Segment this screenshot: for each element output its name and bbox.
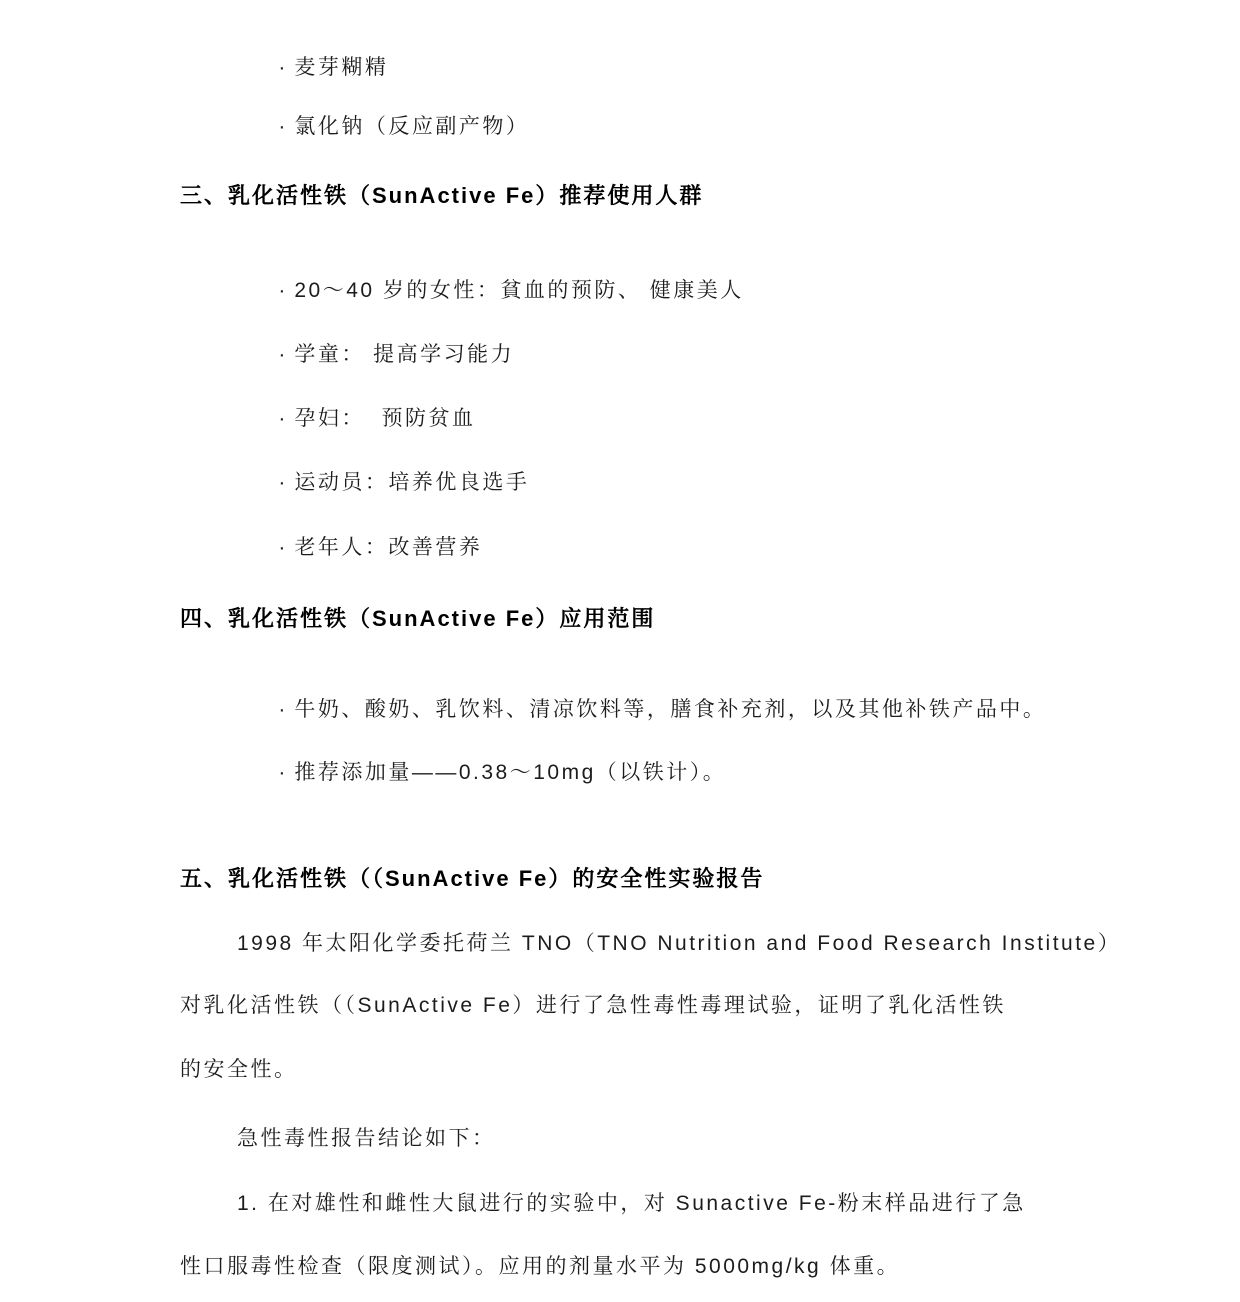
list-item: [245, 732, 726, 813]
bullet-marker: ·: [278, 407, 286, 430]
paragraph-line: 1. 在对雄性和雌性大鼠进行的实验中，对 Sunactive Fe-粉末样品进行了急: [237, 1192, 1026, 1215]
bullet-marker: ·: [278, 279, 286, 302]
paragraph-line: 对乳化活性铁（（SunActive Fe）进行了急性毒性毒理试验，证明了乳化活性铁: [180, 994, 1006, 1017]
bullet-marker: ·: [278, 115, 286, 138]
bullet-marker: ·: [278, 698, 286, 721]
section-heading-safety-report: 五、乳化活性铁（（SunActive Fe）的安全性实验报告: [180, 866, 765, 891]
list-item-text: 牛奶、酸奶、乳饮料、清凉饮料等，膳食补充剂，以及其他补铁产品中。: [294, 698, 1047, 721]
paragraph-line: 1998 年太阳化学委托荷兰 TNO（TNO Nutrition and Food Research Institute）: [237, 932, 1122, 955]
list-item-text: 氯化钠（反应副产物）: [294, 115, 530, 138]
list-item-text: 推荐添加量——0.38～10mg（以铁计）。: [294, 761, 727, 784]
list-item: [245, 507, 482, 588]
list-item-text: 麦芽糊精: [294, 56, 389, 79]
bullet-marker: ·: [278, 471, 286, 494]
paragraph-line: 急性毒性报告结论如下：: [237, 1127, 496, 1150]
paragraph-line: 的安全性。: [180, 1058, 298, 1081]
bullet-marker: ·: [278, 761, 286, 784]
section-heading-recommended-users: 三、乳化活性铁（SunActive Fe）推荐使用人群: [180, 183, 704, 208]
paragraph-line: 性口服毒性检查（限度测试）。应用的剂量水平为 5000mg/kg 体重。: [180, 1255, 901, 1278]
bullet-marker: ·: [278, 536, 286, 559]
list-item-text: 学童： 提高学习能力: [294, 343, 515, 366]
list-item-text: 孕妇： 预防贫血: [294, 407, 476, 430]
section-heading-application-scope: 四、乳化活性铁（SunActive Fe）应用范围: [180, 606, 656, 631]
list-item-text: 老年人：改善营养: [294, 536, 483, 559]
bullet-marker: ·: [278, 56, 286, 79]
list-item: [245, 86, 529, 167]
list-item-text: 20～40 岁的女性：貧血的预防、 健康美人: [294, 279, 744, 302]
bullet-marker: ·: [278, 343, 286, 366]
list-item-text: 运动员：培养优良选手: [294, 471, 530, 494]
